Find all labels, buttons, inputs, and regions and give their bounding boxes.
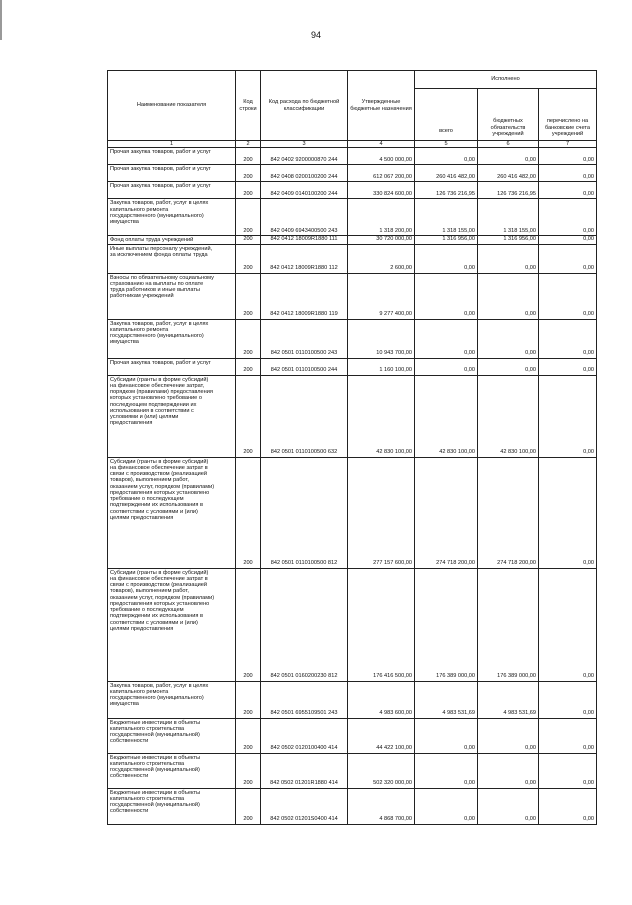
row-bank: 0,00 [539, 148, 597, 165]
header-kbk: Код расхода по бюджетной классификации [261, 71, 348, 141]
row-approved: 1 318 200,00 [348, 199, 415, 236]
table-row [108, 244, 597, 273]
row-code: 200 [236, 273, 261, 319]
row-code: 200 [236, 753, 261, 788]
row-name: Прочая закупка товаров, работ и услуг [108, 358, 236, 375]
row-total: 0,00 [415, 148, 478, 165]
row-kbk: 842 0412 18009R1880 112 [261, 244, 348, 273]
row-bank: 0,00 [539, 236, 597, 244]
row-approved: 330 824 600,00 [348, 182, 415, 199]
row-approved: 44 422 100,00 [348, 718, 415, 753]
row-bank: 0,00 [539, 568, 597, 681]
row-kbk: 842 0501 0110100500 632 [261, 375, 348, 457]
row-name: Прочая закупка товаров, работ и услуг [108, 148, 236, 165]
row-bank: 0,00 [539, 788, 597, 824]
row-code: 200 [236, 319, 261, 358]
header-approved: Утвержденные бюджетные назначения [348, 71, 415, 141]
table-row [108, 753, 597, 788]
row-institutions: 4 983 531,69 [478, 681, 539, 718]
page-number: 94 [310, 30, 321, 40]
row-code: 200 [236, 182, 261, 199]
row-code: 200 [236, 718, 261, 753]
row-total: 0,00 [415, 358, 478, 375]
row-approved: 4 983 600,00 [348, 681, 415, 718]
table-row [108, 236, 597, 244]
row-total: 1 318 155,00 [415, 199, 478, 236]
table-row [108, 358, 597, 375]
row-name: Прочая закупка товаров, работ и услуг [108, 165, 236, 182]
row-total: 4 983 531,69 [415, 681, 478, 718]
row-total: 126 736 216,95 [415, 182, 478, 199]
header-bank-accounts: перечислено на банковские счета учреждений [539, 89, 597, 141]
column-number: 3 [261, 141, 348, 148]
table-row [108, 165, 597, 182]
row-total: 0,00 [415, 319, 478, 358]
row-code: 200 [236, 788, 261, 824]
row-bank: 0,00 [539, 244, 597, 273]
row-approved: 1 160 100,00 [348, 358, 415, 375]
row-bank: 0,00 [539, 319, 597, 358]
row-bank: 0,00 [539, 681, 597, 718]
row-kbk: 842 0502 0120100400 414 [261, 718, 348, 753]
row-bank: 0,00 [539, 718, 597, 753]
row-name: Бюджетные инвестиции в объекты капитального строительства государственной (муниципальной) собственности [108, 718, 236, 753]
table-row [108, 199, 597, 236]
row-institutions: 0,00 [478, 148, 539, 165]
row-bank: 0,00 [539, 273, 597, 319]
row-total: 42 830 100,00 [415, 375, 478, 457]
row-institutions: 1 318 155,00 [478, 199, 539, 236]
row-name: Иные выплаты персоналу учреждений, за исключением фонда оплаты труда [108, 244, 236, 273]
row-kbk: 842 0412 18009R1880 111 [261, 236, 348, 244]
column-number: 6 [478, 141, 539, 148]
row-approved: 612 067 200,00 [348, 165, 415, 182]
row-total: 0,00 [415, 753, 478, 788]
table-row [108, 457, 597, 568]
row-kbk: 842 0501 0110100500 244 [261, 358, 348, 375]
table-row [108, 148, 597, 165]
row-kbk: 842 0501 0110100500 812 [261, 457, 348, 568]
row-institutions: 126 736 216,95 [478, 182, 539, 199]
row-total: 176 389 000,00 [415, 568, 478, 681]
row-name: Субсидии (гранты в форме субсидий) на финансовое обеспечение затрат, порядком (правилами) предоставления которых установлено требование о последующем подтверждении их использования в соответствии с условиями и (или) целями предоставления [108, 375, 236, 457]
row-institutions: 176 389 000,00 [478, 568, 539, 681]
row-code: 200 [236, 148, 261, 165]
row-total: 0,00 [415, 788, 478, 824]
row-kbk: 842 0409 0140100200 244 [261, 182, 348, 199]
table-row [108, 319, 597, 358]
table-row [108, 375, 597, 457]
row-code: 200 [236, 457, 261, 568]
header-budget-institutions: бюджетных обязательств учреждений [478, 89, 539, 141]
row-bank: 0,00 [539, 165, 597, 182]
header-total: всего [415, 89, 478, 141]
row-code: 200 [236, 681, 261, 718]
row-bank: 0,00 [539, 753, 597, 788]
row-bank: 0,00 [539, 182, 597, 199]
row-name: Субсидии (гранты в форме субсидий) на финансовое обеспечение затрат в связи с производством (реализацией товаров), выполнением работ, оказанием услуг, порядком (правилами) предоставления которых установлено требование о последующем подтверждении их использования в соответствии с условиями и (или) целями предоставления [108, 457, 236, 568]
row-code: 200 [236, 165, 261, 182]
row-total: 274 718 200,00 [415, 457, 478, 568]
row-name: Закупка товаров, работ, услуг в целях капитального ремонта государственного (муниципального) имущества [108, 681, 236, 718]
row-kbk: 842 0408 0200100200 244 [261, 165, 348, 182]
row-code: 200 [236, 375, 261, 457]
row-kbk: 842 0402 9200000870 244 [261, 148, 348, 165]
row-institutions: 1 316 956,00 [478, 236, 539, 244]
table-row [108, 568, 597, 681]
row-name: Закупка товаров, работ, услуг в целях капитального ремонта государственного (муниципального) имущества [108, 319, 236, 358]
column-number: 2 [236, 141, 261, 148]
row-code: 200 [236, 199, 261, 236]
header-executed: Исполнено [415, 71, 597, 89]
row-institutions: 0,00 [478, 718, 539, 753]
row-code: 200 [236, 244, 261, 273]
row-kbk: 842 0501 0110100500 243 [261, 319, 348, 358]
row-name: Фонд оплаты труда учреждений [108, 236, 236, 244]
row-kbk: 842 0501 6955109501 243 [261, 681, 348, 718]
row-approved: 30 720 000,00 [348, 236, 415, 244]
column-number: 1 [108, 141, 236, 148]
budget-execution-table [107, 70, 597, 825]
row-kbk: 842 0412 18009R1880 119 [261, 273, 348, 319]
row-approved: 502 320 000,00 [348, 753, 415, 788]
row-total: 0,00 [415, 273, 478, 319]
column-number-row [108, 141, 597, 148]
row-institutions: 260 416 482,00 [478, 165, 539, 182]
row-name: Закупка товаров, работ, услуг в целях капитального ремонта государственного (муниципального) имущества [108, 199, 236, 236]
row-total: 260 416 482,00 [415, 165, 478, 182]
header-name: Наименование показателя [108, 71, 236, 141]
row-institutions: 42 830 100,00 [478, 375, 539, 457]
row-kbk: 842 0501 0160200230 812 [261, 568, 348, 681]
row-name: Бюджетные инвестиции в объекты капитального строительства государственной (муниципальной) собственности [108, 788, 236, 824]
row-institutions: 0,00 [478, 244, 539, 273]
row-approved: 10 943 700,00 [348, 319, 415, 358]
column-number: 5 [415, 141, 478, 148]
table-row [108, 788, 597, 824]
row-bank: 0,00 [539, 375, 597, 457]
row-name: Взносы по обязательному социальному страхованию на выплаты по оплате труда работников и иные выплаты работникам учреждений [108, 273, 236, 319]
row-institutions: 0,00 [478, 788, 539, 824]
row-approved: 9 277 400,00 [348, 273, 415, 319]
row-approved: 176 416 500,00 [348, 568, 415, 681]
row-bank: 0,00 [539, 358, 597, 375]
row-name: Субсидии (гранты в форме субсидий) на финансовое обеспечение затрат в связи с производством (реализацией товаров), выполнением работ, оказанием услуг, порядком (правилами) предоставления которых установлено требование о последующем подтверждении их использования в соответствии с условиями и (или) целями предоставления [108, 568, 236, 681]
row-approved: 4 868 700,00 [348, 788, 415, 824]
row-kbk: 842 0502 01201S0400 414 [261, 788, 348, 824]
row-name: Прочая закупка товаров, работ и услуг [108, 182, 236, 199]
row-code: 200 [236, 358, 261, 375]
column-number: 4 [348, 141, 415, 148]
row-institutions: 0,00 [478, 319, 539, 358]
row-code: 200 [236, 568, 261, 681]
row-bank: 0,00 [539, 199, 597, 236]
table-row [108, 182, 597, 199]
row-institutions: 0,00 [478, 753, 539, 788]
table-row [108, 273, 597, 319]
row-total: 0,00 [415, 718, 478, 753]
row-total: 1 316 956,00 [415, 236, 478, 244]
row-total: 0,00 [415, 244, 478, 273]
row-institutions: 0,00 [478, 358, 539, 375]
row-approved: 42 830 100,00 [348, 375, 415, 457]
row-approved: 2 600,00 [348, 244, 415, 273]
column-number: 7 [539, 141, 597, 148]
table-row [108, 718, 597, 753]
header-line-code: Код строки [236, 71, 261, 141]
row-bank: 0,00 [539, 457, 597, 568]
row-approved: 277 157 600,00 [348, 457, 415, 568]
row-kbk: 842 0502 01201R1880 414 [261, 753, 348, 788]
row-code: 200 [236, 236, 261, 244]
row-name: Бюджетные инвестиции в объекты капитального строительства государственной (муниципальной) собственности [108, 753, 236, 788]
row-approved: 4 500 000,00 [348, 148, 415, 165]
table-row [108, 681, 597, 718]
row-institutions: 274 718 200,00 [478, 457, 539, 568]
row-kbk: 842 0409 6943400500 243 [261, 199, 348, 236]
row-institutions: 0,00 [478, 273, 539, 319]
